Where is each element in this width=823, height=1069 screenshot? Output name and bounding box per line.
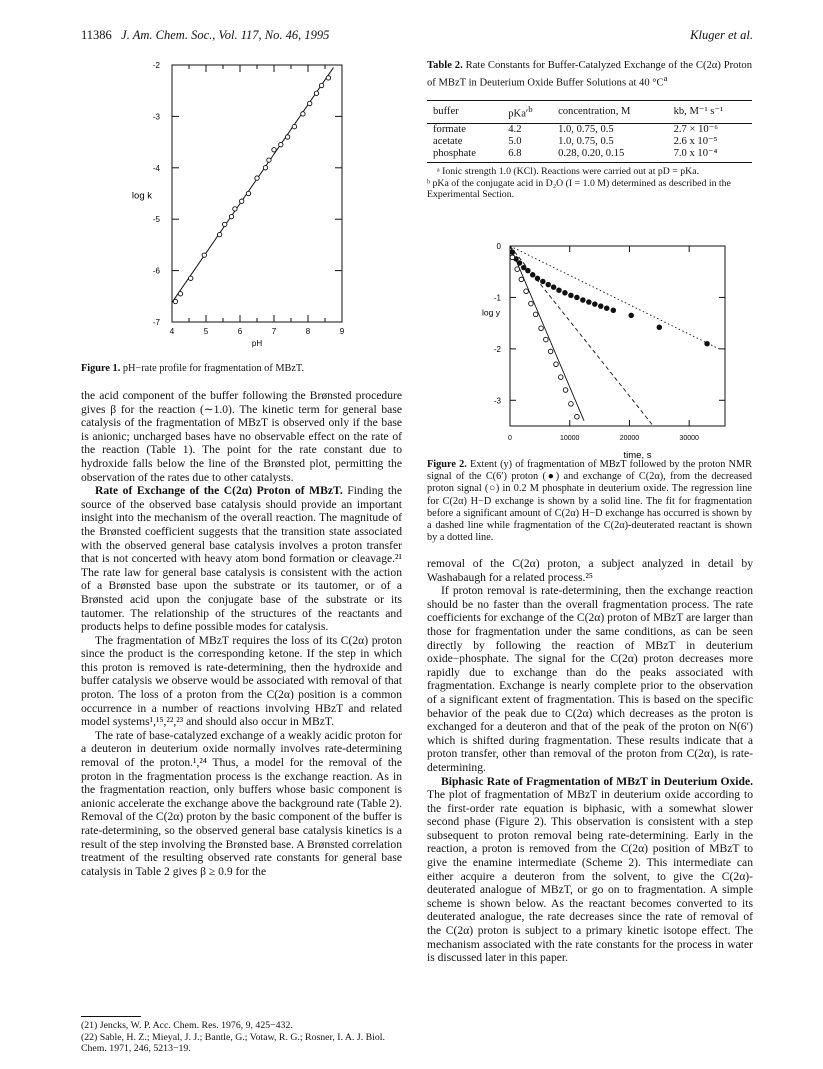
- table-note-a: ᵃ Ionic strength 1.0 (KCl). Reactions were carried out at pD = pKa.: [437, 166, 700, 177]
- footnote-marker: b: [528, 104, 533, 114]
- filled-data-point: [611, 308, 616, 313]
- filled-data-point: [657, 325, 662, 330]
- table-cell: 2.6 x 10⁻⁵: [673, 135, 718, 147]
- data-point: [272, 148, 276, 152]
- footnotes: [81, 1020, 402, 1055]
- figure-2-chart: [482, 242, 725, 461]
- table-cell: phosphate: [427, 148, 502, 163]
- open-data-point: [569, 402, 574, 407]
- table-cell: 7.0 x 10⁻⁴: [668, 148, 752, 163]
- open-data-point: [548, 349, 553, 354]
- filled-data-point: [510, 250, 515, 255]
- x-tick-label: 0: [508, 435, 512, 442]
- running-header-authors: Kluger et al.: [690, 28, 753, 42]
- footnote-rule: [81, 1016, 141, 1017]
- x-tick-label: 6: [237, 327, 243, 336]
- figure-2-caption: [427, 459, 752, 544]
- filled-data-point: [575, 295, 580, 300]
- table-2-title-text: Rate Constants for Buffer-Catalyzed Exchange of the C(2α) Proton of MBzT in Deuterium Oxide Buffer Solutions at 40 °C: [427, 60, 752, 89]
- table-cell: 4.2: [508, 123, 522, 135]
- filled-data-point: [526, 268, 531, 273]
- open-data-point: [544, 337, 549, 342]
- data-point: [301, 112, 305, 116]
- filled-data-point: [546, 282, 551, 287]
- open-data-point: [554, 362, 559, 367]
- open-data-point: [575, 414, 580, 419]
- open-data-point: [558, 375, 563, 380]
- section-heading: Biphasic Rate of Fragmentation of MBzT in Deuterium Oxide.: [441, 774, 753, 788]
- x-tick-label: 30000: [679, 435, 699, 442]
- filled-data-point: [551, 285, 556, 290]
- x-tick-label: 4: [169, 327, 175, 336]
- figure-2-plot: [455, 232, 740, 472]
- footnote-marker: a: [663, 73, 668, 84]
- table-2-title: [427, 60, 752, 90]
- filled-data-point: [521, 265, 526, 270]
- figure-1-caption: [81, 363, 401, 375]
- figure-1-label: Figure 1.: [81, 363, 121, 374]
- data-point: [308, 101, 312, 105]
- data-point: [173, 299, 177, 303]
- data-point: [314, 91, 318, 95]
- paragraph: The rate of base-catalyzed exchange of a weakly acidic proton for a deuteron in deuterium oxide normally involves rate-determining removal of the proton.¹,²⁴ Thus, a model for the removal of the proton in the fragmentation process is the exchange reaction. As in the fragmentation reaction, only buffers whose basic component is anionic accelerate the exchange above the background rate (Table 2). Removal of the C(2α) proton by the basic component of the buffer is rate-determining, so the observed general base catalysis kinetics is a result of the step involving the Brønsted base. A Brønsted correlation treatment of the resulting observed rate constants for general base catalysis in Table 2 gives β ≥ 0.9 for the: [81, 728, 402, 878]
- data-point: [292, 124, 296, 128]
- x-tick-label: 10000: [559, 435, 580, 442]
- table-cell: 2.7 × 10⁻⁶: [673, 123, 718, 135]
- data-point: [285, 135, 289, 139]
- x-tick-label: 8: [305, 327, 311, 336]
- table-row: [427, 123, 752, 136]
- y-tick-label: -2: [493, 344, 501, 354]
- filled-data-point: [598, 304, 603, 309]
- page-number: 11386: [81, 28, 112, 42]
- x-tick-label: 9: [339, 327, 345, 336]
- table-cell: acetate: [433, 135, 463, 147]
- open-data-point: [519, 277, 524, 282]
- column-header: concentration, M: [552, 101, 668, 124]
- left-column: [81, 389, 402, 878]
- paragraph: removal of the C(2α) proton, a subject analyzed in detail by Washabaugh for a related process.²⁵: [427, 557, 753, 584]
- plot-frame: [510, 246, 725, 426]
- column-header: kb, M⁻¹ s⁻¹: [668, 101, 752, 124]
- data-point: [202, 253, 206, 257]
- filled-data-point: [563, 291, 568, 296]
- data-point: [223, 222, 227, 226]
- section-heading: Rate of Exchange of the C(2α) Proton of MBzT.: [95, 484, 343, 498]
- open-data-point: [524, 289, 529, 294]
- table-row: [427, 148, 752, 163]
- y-axis-label: log y: [482, 307, 500, 318]
- x-axis-label: pH: [251, 339, 263, 348]
- table-cell: formate: [433, 123, 466, 135]
- solid-fit-line: [510, 246, 584, 421]
- data-point: [255, 176, 259, 180]
- data-point: [233, 207, 237, 211]
- data-point: [279, 142, 283, 146]
- filled-data-point: [541, 279, 546, 284]
- y-tick-label: -3: [493, 396, 501, 406]
- y-tick-label: -6: [152, 266, 160, 276]
- y-tick-label: 0: [496, 242, 501, 251]
- y-tick-label: -2: [152, 61, 160, 70]
- filled-data-point: [517, 261, 522, 266]
- paragraph-exchange-rate: [81, 484, 402, 634]
- y-tick-label: -4: [152, 163, 160, 173]
- open-data-point: [510, 255, 515, 260]
- dotted-fit-line: [510, 246, 719, 349]
- table-cell: 1.0, 0.75, 0.5: [558, 135, 614, 147]
- filled-data-point: [593, 302, 598, 307]
- data-point: [263, 166, 267, 170]
- plot-frame: [172, 65, 342, 322]
- open-data-point: [529, 301, 534, 306]
- data-point: [189, 276, 193, 280]
- filled-data-point: [587, 300, 592, 305]
- data-point: [217, 232, 221, 236]
- y-tick-label: -5: [152, 215, 160, 225]
- open-data-point: [539, 326, 544, 331]
- x-tick-label: 7: [271, 327, 277, 336]
- paragraph: The fragmentation of MBzT requires the loss of its C(2α) proton since the product is the corresponding ketone. If the step in which this proton is removed is rate-determining, then the hydroxide and buffer catalysis we observe would be associated with removal of that proton. The loss of a proton from the C(2α) position is a common occurrence in a number of reactions involving HBzT and related model systems¹,¹⁵,²²,²³ and should also occur in MBzT.: [81, 633, 402, 729]
- y-tick-label: -7: [152, 318, 160, 327]
- right-column: [427, 557, 753, 965]
- table-cell: 0.28, 0.20, 0.15: [552, 148, 668, 163]
- open-data-point: [533, 312, 538, 317]
- open-data-point: [515, 267, 520, 272]
- footnote-21: (21) Jencks, W. P. Acc. Chem. Res. 1976, 9, 425−432.: [81, 1020, 293, 1031]
- y-tick-label: -1: [493, 293, 501, 303]
- data-point: [326, 76, 330, 80]
- data-point: [229, 214, 233, 218]
- data-point: [267, 158, 271, 162]
- column-header: buffer: [427, 101, 502, 124]
- figure-1-caption-text: pH−rate profile for fragmentation of MBzT.: [122, 363, 305, 374]
- x-axis-label: time, s: [623, 450, 652, 461]
- table-cell: 6.8: [502, 148, 552, 163]
- paragraph-biphasic: [427, 775, 753, 965]
- paragraph: If proton removal is rate-determining, then the exchange reaction should be no faster than the overall fragmentation process. The rate coefficients for exchange of the C(2α) proton of MBzT are larger than those for fragmentation under the same conditions, as can be seen directly by following the reaction of MBzT in deuterium oxide−phosphate. The signal for the C(2α) proton decreases more rapidly due to exchange than do the peaks associated with fragmentation. Exchange is nearly complete prior to the observation of a significant extent of fragmentation. This is based on the specific behavior of the peak due to C(2α) which decreases as the proton is exchanged for a deuteron and that of the peak of the proton on N(6′) which is shifted during fragmentation. These results indicate that a proton transfer, other than removal of the proton from C(2α), is rate-determining.: [427, 584, 753, 774]
- figure-1-plot: [115, 55, 365, 360]
- figure-2-caption-text: Extent (y) of fragmentation of MBzT followed by the proton NMR signal of the C(6′) proton (●) and exchange of C(2α), from the decreased proton signal (○) in 0.2 M phosphate in deuterium oxide. The regression line for C(2α) H−D exchange is shown by a solid line. The fit for fragmentation before a significant amount of C(2α) H−D exchange has occurred is shown by a dashed line while fragmentation of the C(2α)-deuterated reactant is shown by a dotted line.: [427, 459, 753, 544]
- table-cell: 1.0, 0.75, 0.5: [558, 123, 614, 135]
- filled-data-point: [604, 306, 609, 311]
- data-point: [240, 199, 244, 203]
- figure-1-chart: [132, 61, 345, 348]
- x-tick-label: 20000: [619, 435, 640, 442]
- y-tick-label: -3: [152, 112, 160, 122]
- paragraph-text: Finding the source of the observed base catalysis should provide an important insight into the mechanism of the overall reaction. The magnitude of the Brønsted coefficient suggests that the transition state associated with the observed general base catalysis involves a proton transfer that is not concerted with heavy atom bond formation or cleavage.²¹ The rate law for general base catalysis is consistent with the action of a Brønsted base upon the substrate or its tautomer, or of a Brønsted acid upon the conjugate base of the substrate or its tautomer. The relationship of the structures of the reactants and products helps to define possible modes for catalysis.: [81, 484, 403, 634]
- journal-citation: J. Am. Chem. Soc., Vol. 117, No. 46, 1995: [121, 28, 330, 42]
- data-point: [178, 292, 182, 296]
- filled-data-point: [705, 341, 710, 346]
- table-cell: 5.0: [508, 135, 522, 147]
- paragraph: the acid component of the buffer following the Brønsted procedure gives β for the reaction (∼1.0). The kinetic term for general base catalysis of the fragmentation of MBzT is observed only if the base is anionic; uncharged bases have no observable effect on the rate of the reaction (Table 1). The point for the rate constant due to hydroxide falls below the line of the Brønsted plot, permitting the observation of the rates due to other catalysts.: [81, 389, 402, 484]
- paragraph-text: The plot of fragmentation of MBzT in deuterium oxide according to the first-order rate equation is biphasic, with a somewhat slower second phase (Figure 2). This observation is consistent with a step subsequent to proton removal being rate-determining. Early in the reaction, a proton is removed from the C(2α) position of MBzT to give the enamine intermediate (Scheme 2). This intermediate can either acquire a deuteron from the solvent, to give the C(2α)-deuterated analogue of MBzT, or go on to fragmentation. A simple scheme is shown below. As the reactant becomes converted to its deuterated analogue, the rate decreases since the rate of removal of the C(2α) proton is subject to a primary kinetic isotope effect. The mechanism associated with the rate constants for the process in water is discussed later in this paper.: [427, 788, 753, 965]
- filled-data-point: [535, 276, 540, 281]
- table-header-row: [427, 101, 752, 124]
- filled-data-point: [530, 273, 535, 278]
- y-axis-label: log k: [131, 190, 152, 202]
- data-point: [246, 191, 250, 195]
- table-2-label: Table 2.: [427, 60, 463, 71]
- filled-data-point: [557, 288, 562, 293]
- column-header: [502, 101, 552, 124]
- x-tick-label: 5: [203, 327, 209, 336]
- column-header-text: pKa′: [508, 108, 529, 120]
- footnote-22: (22) Sable, H. Z.; Mieyal, J. J.; Bantle, G.; Votaw, R. G.; Rosner, I. A. J. Biol. Chem. 1971, 246, 5213−19.: [81, 1031, 385, 1054]
- table-note-b: ᵇ pKa of the conjugate acid in D₂O (I = 1.0 M) determined as described in the Experimental Section.: [427, 177, 731, 201]
- open-data-point: [563, 388, 568, 393]
- data-point: [319, 83, 323, 87]
- table-row: [427, 136, 752, 148]
- table-2: [427, 100, 752, 163]
- filled-data-point: [569, 293, 574, 298]
- table-2-notes: [427, 166, 752, 201]
- figure-2-label: Figure 2.: [427, 459, 467, 470]
- running-header-left: [81, 28, 329, 43]
- filled-data-point: [581, 298, 586, 303]
- filled-data-point: [629, 313, 634, 318]
